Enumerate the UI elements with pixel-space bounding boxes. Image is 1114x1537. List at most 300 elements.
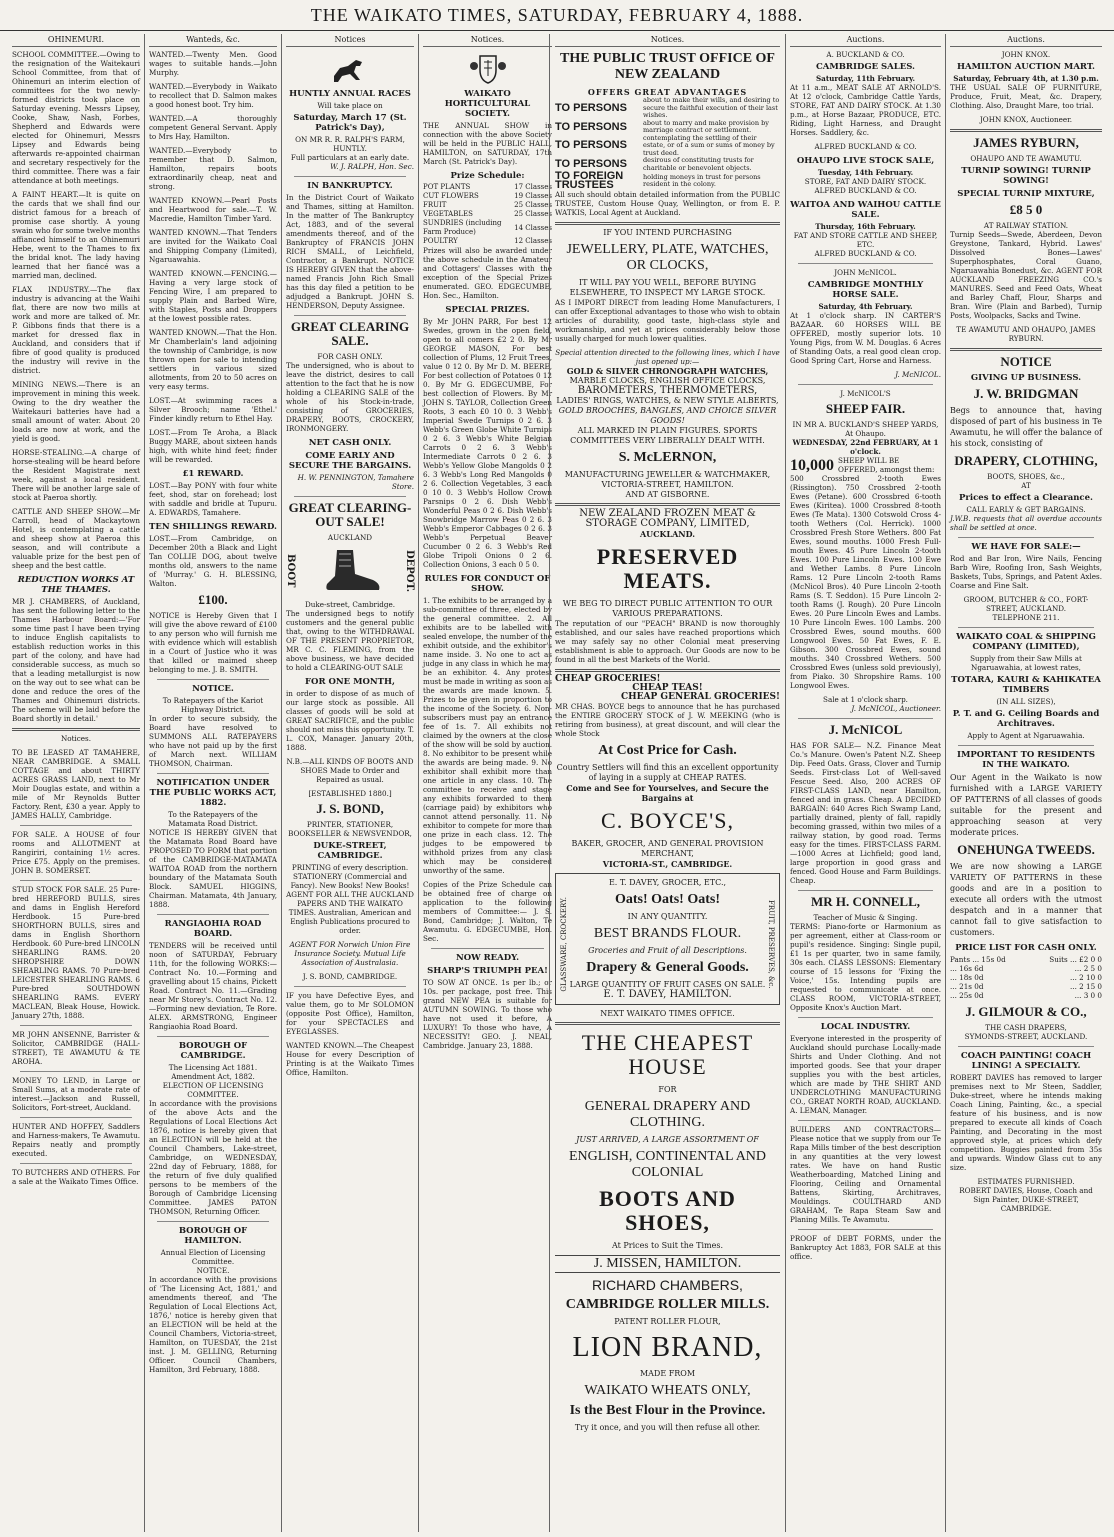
- divider: [555, 1022, 780, 1025]
- ad-headline: CHEAP GENERAL GROCERIES!: [621, 692, 780, 702]
- auction-date: Tuesday, 14th February.: [817, 168, 914, 177]
- notice-subheading: ELECTION OF LICENSING COMMITTEE.: [162, 1081, 264, 1099]
- public-trust-label: TO PERSONS: [555, 139, 627, 152]
- auction-date: Thursday, 16th February.: [815, 222, 916, 231]
- column-auctions-2: [946, 34, 1106, 1532]
- auction-firm: JOHN KNOX.: [1001, 50, 1051, 59]
- davey-body-row: [560, 888, 775, 1000]
- ad-text: The undersigned begs to notify customers and the general public that, owing to the WITHDRAWAL OF THE PRESENT PROPRIETOR, MR C. C. FLEMING, from the above business, we have decided to hold a CLEARING-OUT SALE: [286, 609, 414, 672]
- auction-text: IN MR A. BUCKLAND'S SHEEP YARDS, At Ohaupo.: [792, 420, 939, 438]
- auction-title: CAMBRIDGE SALES.: [815, 62, 916, 72]
- wanted-ad: WANTED.—A thoroughly competent General Servant. Apply to Mrs Hay, Hamilton.: [149, 114, 277, 141]
- ad-subheading: COME EARLY AND SECURE THE BARGAINS.: [288, 451, 412, 471]
- auction-title: OHAUPO LIVE STOCK SALE,: [796, 156, 935, 166]
- article-paragraph: MR J. CHAMBERS, of Auckland, has sent the following letter to the Thames Harbour Board:—'For some time past I have been trying to induce English capitalists to establish reduction works in this part of the colony, and have had considerable success, as much so that a leading metallurgist is now on the way out to see what can be done and reduce the ores of the Thames and Ohinemuri districts. The scheme will be laid before the Board shortly in detail.': [12, 597, 140, 723]
- ad-headline: THE CHEAPEST HOUSE: [581, 1030, 754, 1079]
- ad-headline: CHEAP GROCERIES!: [555, 674, 661, 684]
- lost-ad: LOST.—From Te Aroha, a Black Buggy MARE, about sixteen hands high, with white hind feet; finder will be rewarded.: [149, 428, 277, 464]
- divider: [20, 1117, 132, 1118]
- ad-text: The undersigned, who is about to leave the district, desires to call attention to the fact that he is now holding a CLEARING SALE of the whole of his Stock-in-trade, consisting of GROCERIES, DRAPERY, BOOTS, CROCKERY, IRONMONGERY.: [286, 361, 414, 433]
- divider: [294, 986, 406, 987]
- column-notices-3: [282, 34, 419, 1532]
- auction-date: WEDNESDAY, 22nd FEBRUARY, At 1 o'clock.: [792, 438, 939, 456]
- column-auctions-1: [786, 34, 946, 1532]
- ad-name: E. T. DAVEY, HAMILTON.: [603, 989, 732, 1000]
- ad-heading: E. T. DAVEY, GROCER, ETC.,: [608, 878, 727, 887]
- ad-text: Supply from their Saw Mills at Ngaruawahia, at lowest rates,: [970, 654, 1082, 672]
- prize-classes: 14 Classes: [514, 223, 552, 232]
- ad-heading: THE PUBLIC TRUST OFFICE OF NEW ZEALAND: [560, 51, 775, 82]
- ad-subheading: NET CASH ONLY.: [308, 438, 392, 448]
- ad-heading: JAMES RYBURN,: [973, 135, 1079, 150]
- divider: [294, 315, 406, 316]
- ad-text: AT: [1021, 481, 1031, 490]
- classified-ad: TO BUTCHERS AND OTHERS. For a sale at the Waikato Times Office.: [12, 1168, 140, 1186]
- prize-item: VEGETABLES: [423, 210, 473, 218]
- ad-text: HAS FOR SALE— N.Z. Finance Meat Co.'s Manure. Owen's Patent N.Z. Sheep Dip. Feed Oats. Grass, Clover and Turnip Seeds. First-class Lot of Well-saved Fescue Seed. Also, 200 ACRES OF FIRST-CLASS LAND, near Hamilton, fenced and in grass. Cheap. A DECIDED BARGAIN: 640 Acres Rich Swamp Land, partially drained, plenty of fall, rapidly becoming grassed, within two miles of a railway station, by good road. Terms easy for the times. FIRST-CLASS FARM.—1000 Acres at Lichfield; good land, large proportion in good grass and fenced. Good House and Farm Buildings. Cheap.: [790, 741, 941, 885]
- ad-heading: WE HAVE FOR SALE:—: [971, 542, 1081, 552]
- auction-text: SHEEP WILL BE OFFERED, amongst them:: [838, 456, 935, 474]
- classified-ad: MR JOHN ANSENNE, Barrister & Solicitor, CAMBRIDGE (HALL-STREET), TE AWAMUTU & TE AROHA.: [12, 1030, 140, 1066]
- price-list: [950, 955, 1102, 1000]
- ad-text: TELEPHONE 211.: [992, 613, 1060, 622]
- prize-classes: 19 Classes: [514, 192, 552, 200]
- divider: [798, 1017, 933, 1018]
- auction-text: At 1 o'clock sharp. IN CARTER'S BAZAAR. 60 HORSES WILL BE OFFERED, mostly superior lots. 10 Young Pigs, from W. M. Douglas. 6 Acres of Standing Oats, a real good clean crop. Good Spring Cart, Horse and Harness.: [790, 311, 941, 365]
- ad-text: Groceries and Fruit of all Descriptions.: [588, 946, 747, 955]
- ad-text: We are now showing a LARGE VARIETY OF PATTERNS in these goods and are in a position to execute all orders with the utmost despatch and in a manner that cannot fail to give satisfaction to customers.: [950, 862, 1102, 937]
- ad-headline: CHEAP TEAS!: [632, 683, 703, 693]
- ad-subheading: BAKER, GROCER, AND GENERAL PROVISION MERCHANT,: [571, 839, 764, 858]
- ad-text: The reputation of our "PEACH" BRAND is now thoroughly established, and our sales have reached proportions which we may safely say no other Colonial meat preserving establishment is able to approach. Our Goods are now to be found in all the best Markets of the World.: [555, 619, 780, 664]
- ad-heading: WAIKATO HORTICULTURAL SOCIETY.: [444, 89, 531, 119]
- ad-date: Saturday, March 17 (St. Patrick's Day),: [293, 113, 407, 133]
- divider: [157, 1036, 269, 1037]
- reward-ad: LOST.—From Cambridge, on December 20th a Black and Light Tan COLLIE DOG, about twelve months old, answers to the name of 'Murray.' G. H. BLESSING, Walton.: [149, 534, 277, 588]
- ad-headline: DRAPERY, CLOTHING,: [954, 453, 1098, 468]
- coat-of-arms-icon: [468, 50, 508, 86]
- ad-text: ON MR R. R. RALPH'S FARM, HUNTLY.: [295, 135, 405, 153]
- ad-subheading: PRINTER, STATIONER, BOOKSELLER & NEWSVENDOR,: [288, 820, 412, 838]
- divider: [20, 1025, 132, 1026]
- ad-signature: GROOM, BUTCHER & CO., FORT-STREET, AUCKLAND.: [963, 595, 1089, 613]
- ad-line: BAROMETERS, THERMOMETERS,: [577, 385, 758, 396]
- newspaper-title: THE WAIKATO TIMES, SATURDAY, FEBRUARY 4, 1888.: [310, 4, 804, 25]
- ad-subheading: FOR CASH ONLY.: [317, 352, 383, 361]
- prize-classes: 25 Classes: [514, 201, 552, 209]
- ad-subheading: Teacher of Music & Singing.: [813, 913, 918, 922]
- ad-text: LARGE QUANTITY OF FRUIT CASES ON SALE.: [569, 980, 766, 989]
- prize-classes: 12 Classes: [514, 237, 552, 245]
- davey-grocer-ad: [555, 873, 780, 1005]
- price-suits: ... 2 15 0: [1070, 982, 1102, 991]
- auction-date: Saturday, 11th February.: [815, 74, 916, 83]
- masthead: [0, 0, 1114, 31]
- ad-text: AT RAILWAY STATION.: [983, 221, 1069, 230]
- ad-name: RICHARD CHAMBERS,: [592, 1277, 743, 1293]
- notice-heading: NOTIFICATION UNDER THE PUBLIC WORKS ACT, 1882.: [149, 778, 277, 808]
- divider: [157, 679, 269, 680]
- ad-text: PROOF of DEBT FORMS, under the Bankruptcy Act 1883, FOR SALE at this office.: [790, 1234, 941, 1261]
- divider: [20, 880, 132, 881]
- public-trust-row: [555, 120, 780, 135]
- ad-heading: GREAT CLEARING SALE.: [290, 319, 410, 348]
- ad-text: Everyone interested in the prosperity of Auckland should purchase Locally-made Shirts and Under Clothing. And not imported goods. See that your draper supplies you with the best articles, which are made by THE SHIRT AND UNDERCLOTHING MANUFACTURING CO., GREAT NORTH ROAD, AUCKLAND. A. LEMAN, Manager.: [790, 1034, 941, 1115]
- wanted-ad: WANTED.—Twenty Men. Good wages to suitable hands.—John Murphy.: [149, 50, 277, 77]
- divider: [294, 496, 406, 497]
- ad-subheading: OHAUPO AND TE AWAMUTU.: [970, 154, 1082, 163]
- wanted-ad: WANTED.—Everybody to remember that D. Salmon, Hamilton, repairs boots extraordinarily cheap, neat and strong.: [149, 146, 277, 191]
- ad-heading: NOTICE: [1000, 354, 1052, 369]
- ad-text: IF YOU INTEND PURCHASING: [603, 228, 732, 237]
- divider: [20, 825, 132, 826]
- price-pants: ... 16s 6d: [950, 964, 984, 973]
- divider: [294, 176, 406, 177]
- side-label: FRUIT, PRESERVES, &c.: [767, 899, 775, 989]
- auction-signature: J. McNICOL.: [895, 370, 941, 379]
- divider: [798, 1229, 933, 1230]
- article-paragraph: A FAINT HEART.—It is quite on the cards that we shall find our district famous for a breach of promise case shortly. A young swain who for some twelve months affianced himself to an Ohinemuri Hebe, went to the Thames to fix the bridal knot. The lady having learned that her fiancé was a married man, declined.: [12, 190, 140, 280]
- price-row: [950, 991, 1102, 1000]
- auction-title: SHEEP FAIR.: [825, 401, 906, 416]
- auction-title: CAMBRIDGE MONTHLY HORSE SALE.: [807, 280, 924, 300]
- ad-text: PRINTING of every description. STATIONERY (Commercial and Fancy). New Books! New Books! AGENT FOR ALL THE AUCKLAND PAPERS AND THE WAIKATO TIMES. Australian, American and English Publications procured to order.: [286, 863, 414, 935]
- wanted-ad: WANTED KNOWN.—Pearl Posts and Heartwood for sale.—T. W. Macredie, Hamilton Timber Yard.: [149, 196, 277, 223]
- divider: [555, 669, 780, 672]
- ad-heading: LOCAL INDUSTRY.: [820, 1022, 911, 1032]
- auction-signature: ALFRED BUCKLAND & CO.: [814, 186, 917, 195]
- ad-text: WANTED KNOWN.—The Cheapest House for every Description of Printing is at the Waikato Times Office, Hamilton.: [286, 1041, 414, 1077]
- ad-subheading: FOR ONE MONTH,: [305, 677, 395, 687]
- ad-headline: BEST BRANDS FLOUR.: [593, 926, 742, 941]
- divider: [12, 728, 140, 731]
- public-trust-list: [555, 97, 780, 190]
- prize-item: SUNDRIES (including Farm Produce): [423, 219, 502, 236]
- ad-heading: J. S. BOND,: [316, 801, 384, 816]
- ad-text: Special attention directed to the following lines, which I have just opened up:—: [555, 348, 780, 366]
- ad-text: BOOTS, SHOES, &c.,: [987, 472, 1065, 481]
- public-trust-text: contemplating the settling of their estate, or of a sum or sums of money by trust deed.: [643, 133, 775, 157]
- ad-text: [ESTABLISHED 1880.]: [308, 789, 392, 798]
- ad-headline: BOOTS AND SHOES,: [599, 1186, 736, 1235]
- price-suits: ... 2 10 0: [1070, 973, 1102, 982]
- boot-illustration-row: [286, 542, 414, 600]
- auction-date: Saturday, February 4th, at 1.30 p.m.: [953, 74, 1099, 83]
- column-heading: Notices: [286, 34, 414, 47]
- column-heading: Auctions.: [950, 34, 1102, 47]
- wanted-ad: WANTED KNOWN.—That the Hon. Mr Chamberlain's land adjoining the township of Cambridge, is now thrown open for sale to intending settlers in various sized allotments, from 20 to 50 acres on very easy terms.: [149, 328, 277, 391]
- public-trust-label: TO FOREIGN TRUSTEES: [555, 170, 624, 191]
- auction-text: THE USUAL SALE OF FURNITURE, Produce, Fruit, Meat, &c. Drapery, Clothing. Also, Draught Mare, too trial.: [950, 83, 1102, 110]
- prize-row: [423, 183, 552, 192]
- ad-text: Begs to announce that, having disposed of part of his business in Te Awamutu, he will offer the balance of his stock, consisting of: [950, 406, 1102, 448]
- price-pants: ... 18s 0d: [950, 973, 984, 982]
- notice-heading: BOROUGH OF CAMBRIDGE.: [178, 1041, 248, 1061]
- notice-heading: IN BANKRUPTCY.: [307, 181, 393, 191]
- auction-date: Saturday, 4th February.: [818, 302, 913, 311]
- divider: [958, 537, 1094, 538]
- divider: [958, 1046, 1094, 1047]
- wanted-ad: WANTED KNOWN.—That Tenders are invited for the Waikato Coal and Shipping Company (Limited), Ngaruawahia.: [149, 228, 277, 264]
- ad-name: S. McLERNON,: [618, 450, 717, 465]
- divider: [431, 948, 544, 949]
- prize-schedule-table: [423, 183, 552, 246]
- notice-subheading: To the Ratepayers of the Matamata Road District.: [168, 810, 258, 828]
- ad-text: ESTIMATES FURNISHED.: [977, 1177, 1075, 1186]
- ad-name: J. MISSEN, HAMILTON.: [555, 1255, 780, 1273]
- notice-text: In accordance with the provisions of 'The Licensing Act, 1881,' and amendments thereof, and 'The Regulation of Local Elections Act, 1876,' notice is hereby given that an ELECTION will be held at the Council Chambers, Victoria-street, Hamilton, on TUESDAY, the 21st inst. J. M. GELLING, Returning Officer. Council Chambers, Hamilton, 3rd February, 1888.: [149, 1275, 277, 1374]
- prize-item: CUT FLOWERS: [423, 192, 479, 200]
- divider: [157, 1221, 269, 1222]
- notice-subheading: To Ratepayers of the Kariot Highway District.: [162, 696, 264, 714]
- divider: [798, 263, 933, 264]
- ad-text: Copies of the Prize Schedule can be obtained free of charge on application to the following members of Committee:— J. S. Bond, Cambridge; J. Walton, Te Awamutu. G. EDGECUMBE, Hon. Sec.: [423, 880, 552, 943]
- ad-text: Duke-street, Cambridge.: [304, 600, 396, 609]
- divider: [20, 1071, 132, 1072]
- ad-text: in order to dispose of as much of our large stock as possible. All classes of goods will be sold at GREAT SACRIFICE, and the public should not miss this opportunity. T. L. COX, Manager. January 20th, 1888.: [286, 689, 414, 752]
- ad-subheading: MANUFACTURING JEWELLER & WATCHMAKER,: [564, 470, 771, 479]
- price-pants: ... 21s 0d: [950, 982, 984, 991]
- ad-name: J. W. BRIDGMAN: [973, 386, 1079, 401]
- ad-signature: W. J. RALPH, Hon. Sec.: [330, 162, 414, 171]
- ad-heading: MR H. CONNELL,: [810, 894, 921, 909]
- ad-subheading: SHARP'S TRIUMPH PEA!: [427, 966, 548, 976]
- ad-text: N.B.—ALL KINDS OF BOOTS AND SHOES Made to Order and Repaired as usual.: [286, 757, 414, 784]
- divider: [798, 718, 933, 719]
- price-suits: ... 2 5 0: [1074, 964, 1102, 973]
- prize-row: [423, 201, 552, 210]
- ad-headline: Oats! Oats! Oats!: [615, 892, 720, 907]
- classified-ad: STUD STOCK FOR SALE. 25 Pure-bred HEREFORD BULLS, sires and dams in English Hereford Herdbook. 15 Pure-bred SHORTHORN BULLS, sires and dams in English Shorthorn Herdbook. 60 Pure-bred LINCOLN SHEARLING RAMS. 20 SHROPSHIRE DOWN SHEARLING RAMS. 70 Pure-bred LEICESTER SHEARLING RAMS. 6 Pure-bred SOUTHDOWN SHEARLING RAMS. EVERY MACLEAN, Bleak House, Howick. January 27th, 1888.: [12, 885, 140, 1020]
- ad-text: Will take place on: [317, 101, 383, 110]
- public-trust-text: about to marry and make provision by marriage contract or settlement.: [643, 118, 769, 134]
- ad-text: JUST ARRIVED, A LARGE ASSORTMENT OF: [576, 1135, 759, 1144]
- ad-subheading: Prize Schedule:: [450, 171, 525, 181]
- ad-text: TO SOW AT ONCE. 1s per lb.; or 10s. per package, post free. This grand NEW PEA is suitable for AUTUMN SOWING. To those who have not used it before, A LUXURY! To those who have, A NECESSITY! GEO. J. NEAL, Cambridge. January 23, 1888.: [423, 978, 552, 1050]
- ad-subheading: SPECIAL TURNIP MIXTURE,: [957, 189, 1095, 199]
- divider: [798, 890, 933, 891]
- auction-title: WAITOA AND WAIHOU CATTLE SALE.: [790, 200, 941, 220]
- ad-name: J. GILMOUR & CO.,: [965, 1004, 1087, 1019]
- ad-line: MARBLE CLOCKS, ENGLISH OFFICE CLOCKS,: [569, 376, 766, 385]
- auction-signature: J. McNICOL, Auctioneer.: [851, 704, 941, 713]
- public-trust-text: about to make their wills, and desiring to secure the faithful execution of their last wishes.: [643, 96, 780, 119]
- ad-text: ROBERT DAVIES has removed to larger premises next to Mr Steen, Saddler, Duke-street, where he intends making Coach Lining, Painting, &c., a special feature of his business, and is now prepared to execute all kinds of Coach Painting, and Decorating in the most approved style, at prices which defy competition. Buggies painted from 35s and upwards. Window Glass cut to any size.: [950, 1073, 1102, 1172]
- ad-subheading: CAMBRIDGE ROLLER MILLS.: [565, 1297, 770, 1312]
- ad-signature: ROBERT DAVIES, House, Coach and Sign Painter, DUKE-STREET, CAMBRIDGE.: [959, 1186, 1093, 1213]
- divider: [20, 1163, 132, 1164]
- reward-heading: £1 REWARD.: [182, 469, 244, 479]
- ad-text: J.W.B. requests that all overdue accounts shall be settled at once.: [950, 514, 1102, 532]
- ad-subheading: THE CASH DRAPERS,: [985, 1023, 1067, 1032]
- wanted-ad: WANTED.—Everybody in Waikato to recollect that D. Salmon makes a good honest boot. Try him.: [149, 82, 277, 109]
- ad-headline: LION BRAND,: [572, 1332, 763, 1363]
- divider: [157, 914, 269, 915]
- column-notices-4: [419, 34, 556, 1532]
- notice-text: TENDERS will be received until noon of SATURDAY, February 11th, for the following WORKS:— Contract No. 10.—Forming and gravelling about 15 chains, Pickett Road. Contract No. 11.—Grading near Mr Storey's. Contract No. 12.—Forming new deviation, Te Rore. ALEX. ARMSTRONG, Engineer Rangiaohia Road Board.: [149, 941, 277, 1031]
- ad-heading: NEW ZEALAND FROZEN MEAT & STORAGE COMPANY, LIMITED,: [579, 508, 756, 529]
- ad-subheading: ENGLISH, CONTINENTAL AND COLONIAL: [568, 1149, 767, 1180]
- notice-heading: BOROUGH OF HAMILTON.: [178, 1226, 248, 1246]
- ad-text: TERMS: Piano-forte or Harmonium as per agreement, either at Class-room or pupil's residence. Singing: Single pupil, £1 1s per quarter, two in same family, 30s each. CLASS LESSONS: Elementary course of 15 lessons for 'Fixing the Voice,' 15s. Intending pupils are requested to communicate at once. CLASS ROOM, VICTORIA-STREET, Opposite Knox's Auction Mart.: [790, 922, 941, 1012]
- side-label: GLASSWARE, CROCKERY.: [560, 896, 568, 992]
- ad-heading: J. McNICOL: [828, 722, 903, 737]
- ad-heading: WAIKATO COAL & SHIPPING COMPANY (LIMITED),: [956, 632, 1096, 652]
- notice-subheading: The Licensing Act 1881. Amendment Act, 1882.: [168, 1063, 258, 1081]
- price-row: [950, 973, 1102, 982]
- classified-ad: HUNTER AND HOFFEY, Saddlers and Harness-makers, Te Awamutu. Repairs neatly and promptly executed.: [12, 1122, 140, 1158]
- ad-headline: ONEHUNGA TWEEDS.: [957, 842, 1095, 857]
- depot-label: DEPOT.: [404, 549, 415, 593]
- article-paragraph: FLAX INDUSTRY.—The flax industry is advancing at the Waihi flat, there are now two mills at work and more are talked of. Mr. P. Gibbons finds that there is a market for dressed flax in Auckland, and considers that if fibre of good quality is produced the industry will revive in the district.: [12, 285, 140, 375]
- column-heading: Notices.: [555, 34, 780, 47]
- ad-subheading: P. T. and G. Ceiling Boards and Architraves.: [952, 709, 1100, 729]
- auction-firm: JOHN McNICOL.: [834, 268, 897, 277]
- ad-text: Apply to Agent at Ngaruawahia.: [967, 731, 1085, 740]
- ad-text: NEXT WAIKATO TIMES OFFICE.: [600, 1009, 735, 1018]
- public-trust-label: TO PERSONS: [555, 158, 627, 170]
- article-paragraph: SCHOOL COMMITTEE.—Owing to the resignation of the Waitekauri School Committee, from that of Ohinemuri an interim election of committees for the two newly-formed districts took place on Saturday evening. Messrs Lipsey, Cooke, Shaw, Nash, Forbes, Shepherd and Edwards were elected for Ohinemuri, Messrs Lipsey and Edwards being afterwards re-appointed chairman and secretary respectively for the third committee. There was a fair attendance at both meetings.: [12, 50, 140, 185]
- ad-headline: TOTARA, KAURI & KAHIKATEA TIMBERS: [951, 675, 1101, 695]
- reward-amount: £100.: [198, 592, 228, 607]
- ad-text: Prizes will also be awarded under the above schedule in the Amateur and Cottagers' Classes with the exception of the Special Prizes enumerated. GEO. EDGECUMBE, Hon. Sec., Hamilton.: [423, 246, 552, 300]
- notice-text: NOTICE IS HEREBY GIVEN that the Matamata Road Board have PROPOSED TO FORM that portion of the CAMBRIDGE-MATAMATA WAITOA ROAD from the northern boundary of the Matamata South Block. SAMUEL HIGGINS, Chairman. Matamata, 4th January, 1888.: [149, 828, 277, 909]
- reward-ad: NOTICE is Hereby Given that I will give the above reward of £100 to any person who will furnish me with evidence which will establish in a Court of Justice who it was that killed or maimed sheep belonging to me. J. B. SMITH.: [149, 611, 277, 674]
- ad-subheading: OFFERS GREAT ADVANTAGES: [587, 87, 748, 97]
- ad-heading: COACH PAINTING! COACH LINING! A SPECIALTY.: [960, 1051, 1092, 1071]
- ad-subheading: GENERAL DRAPERY AND CLOTHING.: [584, 1099, 751, 1130]
- ad-text: (IN ALL SIZES),: [996, 697, 1056, 706]
- auction-signature: JOHN KNOX, Auctioneer.: [979, 115, 1073, 124]
- divider: [958, 745, 1094, 746]
- ad-text: CALL EARLY & GET BARGAINS.: [966, 505, 1086, 514]
- ad-price: £8 5 0: [1009, 202, 1043, 217]
- ad-subheading: WE BEG TO DIRECT PUBLIC ATTENTION TO OUR VARIOUS PREPARATIONS.: [562, 599, 773, 618]
- notice-subheading: Annual Election of Licensing Committee.: [160, 1248, 266, 1266]
- public-trust-row: [555, 135, 780, 158]
- right-columns: [786, 34, 1106, 1532]
- classified-ad: TO BE LEASED AT TAMAHERE, NEAR CAMBRIDGE. A SMALL COTTAGE and about THIRTY ACRES GRASS LAND, next to Mr Moir Douglas estate, and within a mile of Mr Reynolds Butter Factory. Rent, £30 a year. Apply to JAMES HALLY, Cambridge.: [12, 748, 140, 820]
- public-trust-label: TO PERSONS: [555, 101, 627, 114]
- classified-ad: MONEY TO LEND, in Large or Small Sums, at a moderate rate of interest.—Jackson and Russell, Solicitors, Fort-street, Auckland.: [12, 1076, 140, 1112]
- ad-subheading: AUCKLAND.: [639, 529, 696, 539]
- prize-row: [423, 219, 552, 237]
- column-wide-notices: [549, 34, 786, 1532]
- price-list-title: PRICE LIST FOR CASH ONLY.: [955, 943, 1097, 953]
- auction-firm: A. BUCKLAND & CO.: [826, 50, 905, 59]
- divider: [555, 503, 780, 506]
- notice-heading: NOTICE.: [192, 684, 234, 694]
- column-heading: Notices.: [423, 34, 552, 47]
- ad-text: BUILDERS AND CONTRACTORS—Please notice that we supply from our Te Rapa Mills timber of the best description in any quantities at the very lowest rates. We have on hand Rustic Weatherboarding, Matched Lining and Flooring, Ceiling and Ornamental Battens, Skirting, Architraves, Mouldings. COULTHARD AND GRAHAM, Te Rapa Steam Saw and Planing Mills. Te Awamutu.: [790, 1125, 941, 1224]
- sheep-count: 10,000: [790, 456, 834, 474]
- ad-line: GOLD & SILVER CHRONOGRAPH WATCHES,: [566, 366, 769, 376]
- ad-text: FOR: [658, 1085, 677, 1094]
- ad-text: AGENT FOR Norwich Union Fire Insurance Society. Mutual Life Association of Australasia.: [289, 940, 411, 967]
- divider: [798, 1120, 933, 1121]
- public-trust-label: TO PERSONS: [555, 120, 627, 133]
- public-trust-row: [555, 97, 780, 120]
- boot-icon: [315, 546, 385, 596]
- ad-text: AS I IMPORT DIRECT from leading Home Manufacturers, I can offer Exceptional advantages to those who wish to obtain articles of durability, good taste, high-class style and workmanship, and yet at prices considerably below those usually charged for much lower qualities.: [555, 298, 780, 343]
- auction-title: HAMILTON AUCTION MART.: [956, 62, 1096, 72]
- ad-line: LADIES' RINGS, WATCHES, & NEW STYLE ALBERTS,: [556, 396, 779, 405]
- auction-text: STORE, FAT AND DAIRY STOCK.: [804, 177, 927, 186]
- ad-line: GOLD BROOCHES, BANGLES, AND CHOICE SILVER GOODS!: [558, 406, 777, 425]
- divider: [950, 348, 1102, 351]
- ad-text: Rod and Bar Iron, Wire Nails, Fencing Barb Wire, Roofing Iron, Sash Weights, Baskets, Tubs, Springs, and Patent Axles. Coarse and Fine Salt.: [950, 554, 1102, 590]
- article-paragraph: MINING NEWS.—There is an improvement in mining this week. Owing to the dry weather the Waitekauri batteries have had a small amount of water. About 20 loads are now at work, and the yield is good.: [12, 380, 140, 443]
- price-pants: ... 25s 0d: [950, 991, 984, 1000]
- ad-subheading: GIVING UP BUSINESS.: [970, 373, 1082, 383]
- ad-subheading: VICTORIA-ST., CAMBRIDGE.: [602, 859, 733, 869]
- prize-row: [423, 192, 552, 201]
- public-trust-text: holding moneys in trust for persons resident in the colony.: [643, 172, 761, 188]
- column-heading: OHINEMURI.: [12, 34, 140, 47]
- ad-headline: Is the Best Flour in the Province.: [569, 1403, 766, 1418]
- ad-text: MADE FROM: [639, 1369, 696, 1378]
- column-heading: Auctions.: [790, 34, 941, 47]
- ad-text: Our Agent in the Waikato is now furnished with a LARGE VARIETY OF PATTERNS of all classes of goods suitable for the present and approaching season at very moderate prices.: [950, 773, 1102, 837]
- auction-text: Sale at 1 o'clock sharp.: [823, 695, 908, 704]
- auction-signature: ALFRED BUCKLAND & CO.: [814, 249, 917, 258]
- auction-list: 500 Crossbred 2-tooth Ewes (Rissington). 750 Crossbred 2-tooth Ewes (Petane). 600 Crossbred 6-tooth Ewes (Kiritea). 1000 Crossbred 8-tooth Ewes (Te Mata). 1300 Cotswold Cross 4-tooth Wethers (Col. Herrick). 1000 Crossbred Fresh Store Wethers. 800 Fat Ewes, sound mouths. 1000 Fresh Full-mouth Ewes. 45 Pure Lincoln 2-tooth Ewes. 100 Pure Lincoln Ewes. 100 Ewe and Wether Lambs. 8 Pure Lincoln Rams. 12 Pure Lincoln 2-tooth Rams (McNicol Bros). 40 Pure Lincoln 2-tooth Rams (S. T. Seddon). 15 Pure Lincoln 2-tooth Rams (J. Rough). 20 Pure Lincoln Ewes. 20 Pure Lincoln Ewes and Lambs. 10 Pure Lincoln Ewes. 100 Lambs. 200 Crossbred Ewes, sound mouths. 600 Longwool Ewes. 50 Fat Ewes, F. E. Gibson. 300 Crossbred Ewes, sound mouths. 340 Crossbred Wethers. 500 Crossbred Ewes (unless sold previously), from Piako. 30 Shropshire Rams. 100 Longwool Ewes.: [790, 474, 941, 690]
- ad-heading: IMPORTANT TO RESIDENTS IN THE WAIKATO.: [956, 750, 1096, 770]
- ad-text: All such should obtain detailed information from the PUBLIC TRUSTEE, Custom House Quay, Wellington, or from E. P. WATKIS, Local Agent at Auckland.: [555, 190, 780, 217]
- ad-text: Try it once, and you will then refuse all other.: [574, 1423, 761, 1432]
- racehorse-icon: [330, 50, 370, 86]
- section-heading: Notices.: [60, 734, 92, 743]
- divider: [555, 222, 780, 225]
- divider: [950, 129, 1102, 132]
- public-trust-row: [555, 172, 780, 190]
- ad-heading: JEWELLERY, PLATE, WATCHES, OR CLOCKS,: [566, 242, 769, 273]
- notice-text: In order to secure subsidy, the Board have resolved to SUMMONS ALL RATEPAYERS who have not paid up by the first of March next. WILLIAM THOMSON, Chairman.: [149, 714, 277, 768]
- reward-ad: LOST.—Bay PONY with four white feet, shod, star on forehead; lost with saddle and bridle at Tupuru. A. EDWARDS, Tamahere.: [149, 481, 277, 517]
- reward-heading: TEN SHILLINGS REWARD.: [149, 522, 277, 532]
- ad-text: Full particulars at an early date.: [290, 153, 410, 162]
- ad-text: PATENT ROLLER FLOUR,: [614, 1317, 721, 1326]
- ad-text: 1. The exhibits to be arranged by a sub-committee of three, elected by the general committee. 2. All exhibits are to be labelled with sealed envelope, the number of the exhibit outside, and the exhibitor's name inside. 3. No one to act as judge in any class in which he may be an exhibitor. 4. Any protest must be made in writing as soon as the awards are made known. 5. Prizes to be given in proportion to the income of the Society. 6. Non-subscribers must pay an entrance fee of 1s. 7. All exhibits not claimed by the owners at the close of the show will be sold by auction. 8. No exhibitor to be present while the awards are being made. 9. No exhibitor shall exhibit more than one article in any class. 10. The committee to receive and stage any exhibits forwarded to them (carriage paid) by exhibitors who cannot attend personally. 11. No exhibitor to compete for more than one prize in each class. 12. The judges to be empowered to withhold prizes from any class which may be considered unworthy of the same.: [423, 596, 552, 875]
- notice-text: In accordance with the provisions of the above Acts and the Regulations of Local Elections Act 1876, notice is hereby given that an ELECTION will be held at the Council Chambers, Lake-street, Cambridge, on WEDNESDAY, 22nd day of February, 1888, for the return of five duly qualified persons to be members of the Borough of Cambridge Licensing Committee. JAMES PATON THOMSON, Returning Officer.: [149, 1099, 277, 1216]
- ad-heading: HUNTLY ANNUAL RACES: [289, 89, 411, 99]
- ad-subheading: SPECIAL PRIZES.: [445, 305, 530, 315]
- classified-ad: FOR SALE. A HOUSE of four rooms and ALLOTMENT at Rangiriri, containing 1½ acres. Price £75. Apply on the premises. JOHN B. SOMERSET.: [12, 830, 140, 875]
- public-trust-text: desirous of constituting trusts for charitable or benevolent objects.: [643, 156, 754, 172]
- notice-subheading: NOTICE.: [196, 1266, 230, 1275]
- ad-subheading: AUCKLAND: [327, 533, 373, 542]
- ad-subheading: AND AT GISBORNE.: [625, 490, 710, 499]
- ad-subheading: IT WILL PAY YOU WELL, BEFORE BUYING ELSEWHERE, TO INSPECT MY LARGE STOCK.: [569, 278, 766, 297]
- lost-ad: LOST.—At swimming races a Silver Brooch; name 'Ethel.' Finder kindly return to Ethel Hay.: [149, 396, 277, 423]
- price-suits: ... 3 0 0: [1074, 991, 1102, 1000]
- prize-classes: 25 Classes: [514, 210, 552, 218]
- column-heading: Wanteds, &c.: [149, 34, 277, 47]
- ad-signature: J. S. BOND, CAMBRIDGE.: [302, 972, 398, 981]
- ad-signature: H. W. PENNINGTON, Tamahere Store.: [297, 473, 414, 491]
- article-paragraph: HORSE-STEALING.—A charge of horse-stealing will be heard before the Resident Magistrate next week, against a local resident. There will be another large sale of stock at Paeroa shortly.: [12, 448, 140, 502]
- ad-text: Come and See for Yourselves, and Secure the Bargains at: [566, 783, 769, 803]
- prize-row: [423, 237, 552, 246]
- ad-text: By Mr JOHN PARR, For best 12 Swedes, grown in the open field, open to all comers £2 2 0. By Mr GEORGE MASON, For best collection of Plums, 12 Fruit Trees, value 0 12 0. By Mr D. M. BEERE, For best collection of Potatoes 0 12 0. By Mr G. EDGECUMBE, For best collection of Flowers. By Mr JOHN S. TAYLOR, Collection Green Roots, 3 each £0 10 0. 3 Webb's Imperial Swede Turnips 0 2 6. 3 Webb's Green Globe White Turnips 0 2 6. 3 Webb's White Belgian Carrots 0 2 6. 3 Webb's Intermediate Carrots 0 2 6. 3 Webb's Yellow Globe Mangolds 0 2 6. 3 Webb's Long Red Mangolds 0 2 6. Collection Vegetables, 3 each 0 10 0. 3 Webb's Hollow Crown Parsnips 0 2 6. Dish Webb's Wonderful Peas 0 2 6. Dish Webb's Snowbridge Marrow Peas 0 2 6. 3 Webb's Emperor Cabbages 0 2 6. 3 Webb's Perpetual Beaver Cucumber 0 2 6. 3 Webb's Red Globe Tripoli Onions 0 2 6. Collection Onions, 3 each 0 5 0.: [423, 317, 552, 569]
- wanted-ad: WANTED KNOWN.—FENCING.—Having a very large stock of Fencing Wire, I am prepared to supply Plain and Barbed Wire, with Staples, Posts and Droppers at the lowest possible rates.: [149, 269, 277, 323]
- ad-name: C. BOYCE'S,: [601, 808, 734, 833]
- ad-text: IN ANY QUANTITY.: [627, 912, 708, 921]
- column-wanteds: [145, 34, 282, 1532]
- ad-subheading: SYMONDS-STREET, AUCKLAND.: [964, 1032, 1088, 1041]
- ad-heading: NOW READY.: [455, 953, 520, 963]
- auction-text: At 11 a.m., MEAT SALE AT ARNOLD'S. At 12 o'clock, Cambridge Cattle Yards, STORE, FAT AND DAIRY STOCK. At 1.30 p.m., at Horse Bazaar, PRODUCE, ETC. Riding, Light Harness, and Draught Horses. Saddlery, &c.: [790, 83, 941, 137]
